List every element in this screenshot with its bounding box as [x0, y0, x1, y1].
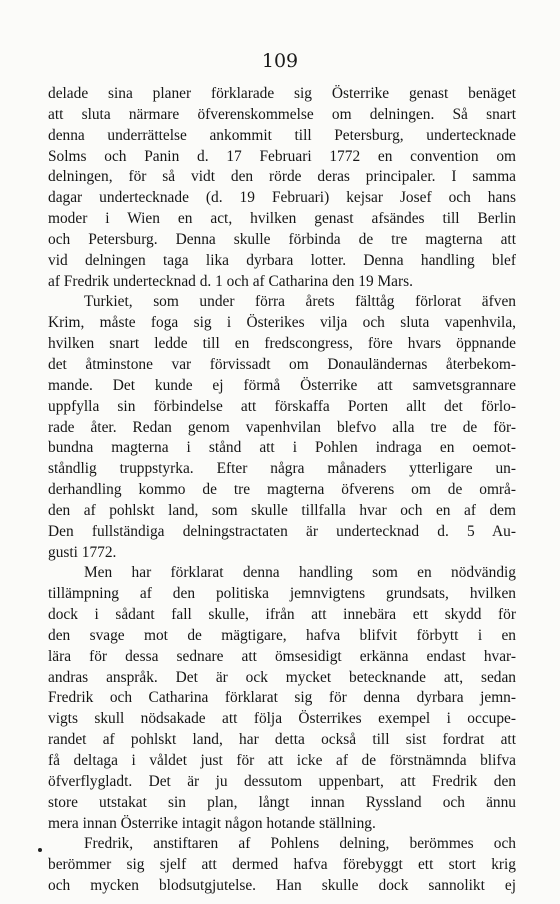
text-line: dagar undertecknade (d. 19 Februari) kejsar Josef och hans	[48, 189, 516, 207]
ink-speck	[38, 848, 42, 852]
paragraph	[48, 834, 516, 897]
page-number: 109	[261, 50, 299, 72]
text-line: det åtminstone var förvissadt om Donauländernas återbekom-	[48, 355, 516, 373]
text-line: store utstakat sin plan, långt innan Ryssland och ännu	[48, 793, 516, 811]
text-line: den af pohlskt land, som skulle tillfalla hvar och en af dem	[48, 501, 516, 519]
text-line: berömmer sig sjelf att dermed hafva förebyggt ett stort krig	[48, 856, 516, 874]
text-line: få deltaga i våldet just för att icke af de förstnämnda blifva	[48, 752, 516, 769]
text-line: delade sina planer förklarade sig Österrike genast benäget	[48, 85, 516, 102]
text-line: lära för dessa sednare att ömsesidigt erkänna endast hvar-	[48, 647, 516, 665]
text-line: vigts skull nödsakade att följa Österrikes exempel i occupe-	[48, 710, 516, 728]
text-line: mande. Det kunde ej förmå Österrike att samvetsgrannare	[48, 376, 516, 394]
text-line: moder i Wien en act, hvilken genast afsändes till Berlin	[48, 210, 516, 228]
text-line: och mycken blodsutgjutelse. Han skulle dock sannolikt ej	[48, 877, 516, 895]
text-line: denna underrättelse ankommit till Petersburg, undertecknade	[48, 126, 516, 144]
paragraph	[48, 84, 516, 292]
text-line: randet af pohlskt land, har detta också till sist fordrat att	[48, 731, 516, 749]
text-line: mera innan Österrike intagit någon hotande ställning.	[48, 814, 376, 832]
text-line: Den fullständiga delningstractaten är undertecknad d. 5 Au-	[48, 522, 516, 540]
text-line: Turkiet, som under förra årets fälttåg förlorat äfven	[84, 293, 516, 311]
text-line: rade åter. Redan genom vapenhvilan blefvo alla tre de för-	[48, 418, 516, 436]
paragraph	[48, 563, 516, 834]
text-line: Solms och Panin d. 17 Februari 1772 en convention om	[48, 147, 516, 165]
body-text	[48, 84, 516, 897]
text-line: delningen, för så vidt den rörde deras principaler. I samma	[48, 168, 516, 186]
text-line: gusti 1772.	[48, 543, 117, 561]
text-line: öfverflygladt. Det är ju dessutom uppenbart, att Fredrik den	[48, 772, 516, 790]
text-line: och Petersburg. Denna skulle förbinda de tre magterna att	[48, 230, 516, 248]
text-line: Krim, måste foga sig i Österikes vilja och sluta vapenhvila,	[48, 314, 516, 332]
text-line: andras anspråk. Det är ock mycket betecknande att, sedan	[48, 668, 516, 686]
text-line: tillämpning af den politiska jemnvigtens grundsats, hvilken	[48, 585, 516, 603]
paragraph	[48, 292, 516, 563]
text-line: bundna magterna i stånd att i Pohlen indraga en oemot-	[48, 439, 516, 457]
text-line: dock i sådant fall skulle, ifrån att innebära ett skydd för	[48, 606, 516, 624]
text-line: den svage mot de mägtigare, hafva blifvit förbytt i en	[48, 626, 516, 644]
text-line: Fredrik, anstiftaren af Pohlens delning, berömmes och	[84, 835, 516, 853]
text-line: derhandling kommo de tre magterna öfverens om de områ-	[48, 481, 516, 499]
text-line: hvilken snart ledde till en fredscongress, före hvars öppnande	[48, 335, 516, 353]
text-line: Fredrik och Catharina förklarat sig för denna dyrbara jemn-	[48, 689, 516, 707]
text-line: vid delningen taga lika dyrbara lotter. Denna handling blef	[48, 251, 516, 269]
text-line: uppfylla sin förbindelse att förskaffa Porten allt det förlo-	[48, 397, 516, 415]
text-line: ståndlig truppstyrka. Efter några månaders ytterligare un-	[48, 460, 516, 478]
text-line: att sluta närmare öfverenskommelse om delningen. Så snart	[48, 105, 516, 123]
text-line: Men har förklarat denna handling som en nödvändig	[84, 564, 516, 582]
text-line: af Fredrik undertecknad d. 1 och af Catharina den 19 Mars.	[48, 272, 413, 290]
